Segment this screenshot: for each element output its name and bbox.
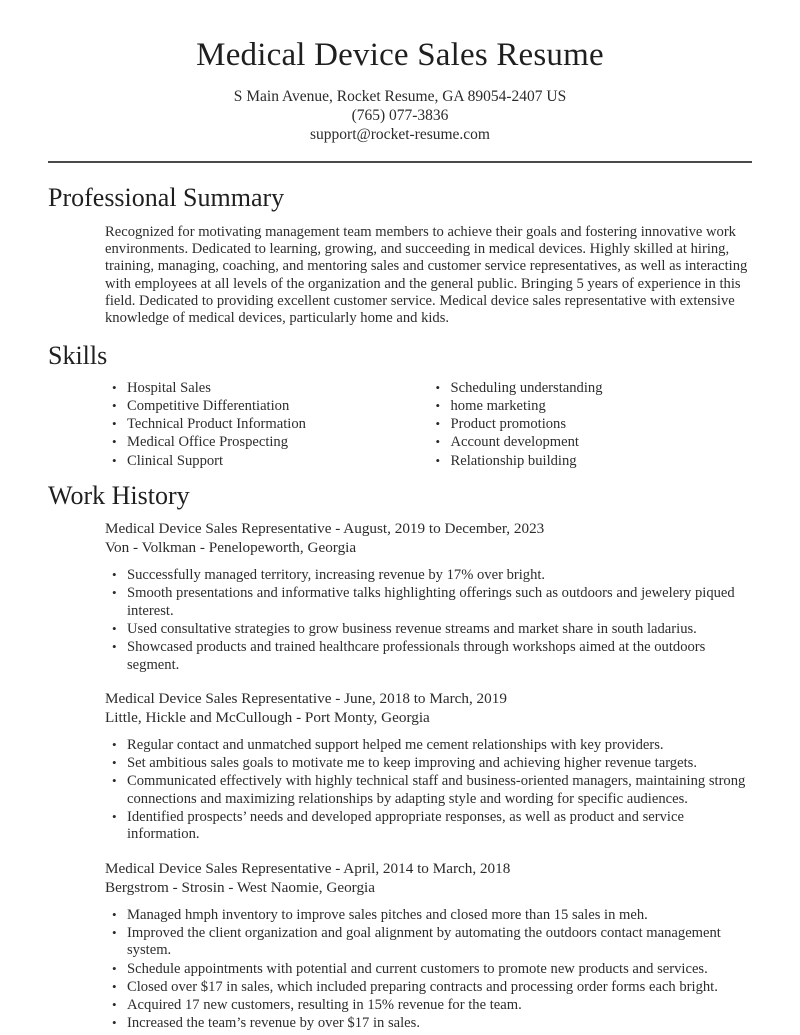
job-bullet: • Smooth presentations and informative talks highlighting offerings such as outdoors and jewelery piqued interest. (105, 585, 752, 620)
job-bullet: • Used consultative strategies to grow business revenue streams and market share in south ladarius. (105, 621, 752, 638)
job-title: Medical Device Sales Representative - April, 2014 to March, 2018 (105, 859, 511, 877)
skills-columns (105, 380, 752, 471)
skill-item: • Account development (429, 434, 753, 451)
job-title: Medical Device Sales Representative - August, 2019 to December, 2023 (105, 520, 545, 538)
skill-item: • Medical Office Prospecting (105, 434, 429, 451)
job-bullet: • Regular contact and unmatched support helped me cement relationships with key providers. (105, 737, 752, 754)
skill-item: • Hospital Sales (105, 380, 429, 397)
skill-item: • Product promotions (429, 416, 753, 433)
job-entry (48, 519, 752, 674)
skill-item: • Competitive Differentiation (105, 398, 429, 415)
section-skills (48, 341, 752, 471)
summary-heading: Professional Summary (48, 182, 285, 212)
job-bullet: • Showcased products and trained healthcare professionals through workshops aimed at the outdoors segment. (105, 639, 752, 674)
resume-header (48, 36, 752, 145)
header-divider (48, 161, 752, 163)
job-bullet: • Increased the team’s revenue by over $17 in sales. (105, 1015, 752, 1032)
job-bullet: • Schedule appointments with potential and current customers to promote new products and services. (105, 961, 752, 978)
job-bullet: • Set ambitious sales goals to motivate me to keep improving and achieving higher revenue targets. (105, 755, 752, 772)
job-company: Little, Hickle and McCullough - Port Monty, Georgia (105, 708, 430, 726)
job-bullet-list (105, 567, 752, 674)
job-bullet: • Acquired 17 new customers, resulting in 15% revenue for the team. (105, 997, 752, 1014)
skill-item: • Clinical Support (105, 453, 429, 470)
job-bullet: • Managed hmph inventory to improve sales pitches and closed more than 15 sales in meh. (105, 907, 752, 924)
skills-column-right (429, 380, 753, 471)
job-bullet: • Successfully managed territory, increasing revenue by 17% over bright. (105, 567, 752, 584)
skills-heading: Skills (48, 340, 108, 370)
job-bullet-list (105, 737, 752, 844)
job-title: Medical Device Sales Representative - June, 2018 to March, 2019 (105, 689, 507, 707)
contact-address: S Main Avenue, Rocket Resume, GA 89054-2407 US (233, 87, 567, 105)
job-bullet: • Communicated effectively with highly technical staff and business-oriented managers, maintaining strong connections and maximizing relationships by adapting style and wording for specific audiences. (105, 773, 752, 808)
job-bullet-list (105, 907, 752, 1033)
contact-block (48, 87, 752, 145)
job-bullet: • Improved the client organization and goal alignment by automating the outdoors contact management system. (105, 925, 752, 960)
job-entry (48, 859, 752, 1033)
section-professional-summary (48, 183, 752, 328)
job-company: Bergstrom - Strosin - West Naomie, Georgia (105, 878, 376, 896)
skill-item: • Relationship building (429, 453, 753, 470)
page-title: Medical Device Sales Resume (196, 37, 604, 73)
job-entry (48, 689, 752, 844)
job-company: Von - Volkman - Penelopeworth, Georgia (105, 539, 357, 557)
section-work-history (48, 481, 752, 1033)
work-history-heading: Work History (48, 481, 190, 511)
skill-item: • Scheduling understanding (429, 380, 753, 397)
contact-email: support@rocket-resume.com (310, 126, 490, 144)
summary-text: Recognized for motivating management team members to achieve their goals and fostering innovative work environments. Dedicated to learning, growing, and succeeding in medical devices. Highly skilled at hiring, training, managing, coaching, and mentoring sales and customer service representatives, as well as interacting with employees at all levels of the organization and the general public. Bringing 5 years of experience in this field. Dedicated to providing excellent customer service. Medical device sales representative with extensive knowledge of medical devices, particularly home and kids. (105, 223, 748, 327)
job-bullet: • Identified prospects’ needs and developed appropriate responses, as well as product and service information. (105, 809, 752, 844)
skills-column-left (105, 380, 429, 471)
skill-item: • Technical Product Information (105, 416, 429, 433)
contact-phone: (765) 077-3836 (351, 107, 449, 124)
skill-item: • home marketing (429, 398, 753, 415)
job-bullet: • Closed over $17 in sales, which included preparing contracts and processing order forms each bright. (105, 979, 752, 996)
